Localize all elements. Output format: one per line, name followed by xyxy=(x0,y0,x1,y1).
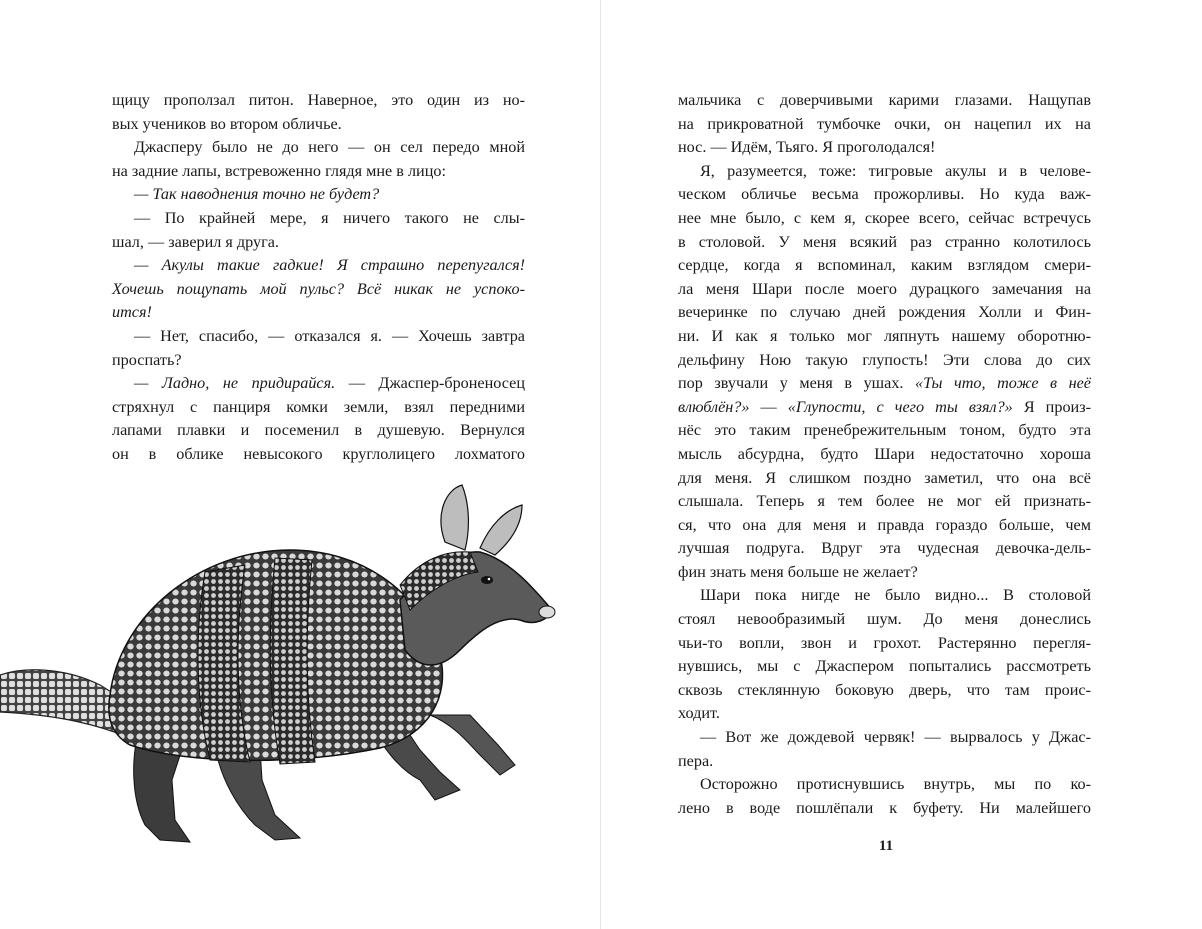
page-gutter xyxy=(600,0,601,929)
right-text-line: — Вот же дождевой червяк! — вырвалось у Джас- xyxy=(700,728,1091,747)
left-text-line: Хочешь пощупать мой пульс? Всё никак не успоко- xyxy=(112,279,525,298)
right-italic-segment: влюблён?» xyxy=(678,397,750,416)
right-text-line: пера. xyxy=(678,751,714,770)
left-page-text xyxy=(112,89,525,467)
right-normal-segment: Я произ- xyxy=(1012,397,1091,416)
left-text-line: — По крайней мере, я ничего такого не слы- xyxy=(134,208,525,227)
right-text-line: сквозь стеклянную боковую дверь, что там проис- xyxy=(678,680,1091,699)
right-normal-segment: пор звучали у меня в ушах. xyxy=(678,374,915,393)
right-text-line: стоял невообразимый шум. До меня донеслись xyxy=(678,610,1091,629)
right-text-line: чьи-то вопли, звон и грохот. Растерянно перегля- xyxy=(678,633,1091,652)
right-text-line: фин знать меня больше не желает? xyxy=(678,562,918,581)
right-text-line: Шари пока нигде не было видно... В столовой xyxy=(700,586,1091,605)
armadillo-illustration xyxy=(0,480,560,880)
right-text-line: для меня. Я слишком поздно заметил, что она всё xyxy=(678,468,1091,487)
right-text-line: нёс это таким пренебрежительным тоном, будто эта xyxy=(678,421,1091,440)
right-text-line: дельфину Ною такую глупость! Эти слова до сих xyxy=(678,350,1091,369)
right-text-line: Осторожно протиснувшись внутрь, мы по ко- xyxy=(700,775,1091,794)
left-text-line: он в облике невысокого круглолицего лохматого xyxy=(112,444,525,463)
left-text-line: на задние лапы, встревоженно глядя мне в лицо: xyxy=(112,161,446,180)
right-text-line: слышала. Теперь я тем более не мог ей признать- xyxy=(678,492,1091,511)
right-text-line: нувшись, мы с Джаспером попытались рассмотреть xyxy=(678,657,1091,676)
right-text-line: ни. И как я только мог ляпнуть нашему оборотню- xyxy=(678,326,1091,345)
left-text-line: лапами плавки и посеменил в душевую. Вернулся xyxy=(112,421,525,440)
left-text-line: ится! xyxy=(112,303,152,322)
right-text-line: ческом обличье весьма прожорливы. Но куда важ- xyxy=(678,185,1091,204)
right-text-line: мысль абсурдна, будто Шари недостаточно хороша xyxy=(678,444,1091,463)
left-text-line: — Нет, спасибо, — отказался я. — Хочешь завтра xyxy=(134,326,525,345)
right-text-line: сердце, когда я вспоминал, каким взглядом смери- xyxy=(678,256,1091,275)
right-text-line: Я, разумеется, тоже: тигровые акулы и в челове- xyxy=(700,161,1091,180)
left-normal-segment: — Джаспер-броненосец xyxy=(335,374,525,393)
right-text-line: на прикроватной тумбочке очки, он нацепил их на xyxy=(678,114,1091,133)
left-text-line: проспать? xyxy=(112,350,182,369)
left-text-line: шал, — заверил я друга. xyxy=(112,232,279,251)
left-text-line: стряхнул с панциря комки земли, взял передними xyxy=(112,397,525,416)
right-text-line: ся, что она для меня и правда гораздо больше, чем xyxy=(678,515,1091,534)
right-text-line xyxy=(678,372,1091,396)
right-text-line: вечеринке по случаю дней рождения Холли и Фин- xyxy=(678,303,1091,322)
right-text-line: лено в воде пошлёпали к буфету. Ни малейшего xyxy=(678,798,1091,817)
right-italic-segment: «Глупости, с чего ты взял?» xyxy=(787,397,1013,416)
right-text-line: нос. — Идём, Тьяго. Я проголодался! xyxy=(678,138,936,157)
right-text-line: лучшая подруга. Вдруг эта чудесная девочка-дель- xyxy=(678,539,1091,558)
right-text-line: ходит. xyxy=(678,704,720,723)
right-page-text xyxy=(678,89,1091,820)
left-text-line: щицу проползал питон. Наверное, это один из но- xyxy=(112,91,525,109)
left-text-line: — Так наводнения точно не будет? xyxy=(134,185,380,204)
right-text-line: нее мне было, с кем я, скорее всего, сейчас встречусь xyxy=(678,208,1091,227)
left-text-line xyxy=(112,372,525,396)
right-normal-segment: — xyxy=(749,397,788,416)
right-text-line xyxy=(678,396,1091,420)
left-text-line: — Акулы такие гадкие! Я страшно перепугался! xyxy=(134,256,525,275)
left-text-line: Джасперу было не до него — он сел передо мной xyxy=(134,138,525,157)
right-text-line: в столовой. У меня всякий раз странно колотилось xyxy=(678,232,1091,251)
page-number: 11 xyxy=(878,838,894,854)
left-italic-segment: — Ладно, не придирайся. xyxy=(134,374,336,393)
left-text-line: вых учеников во втором обличье. xyxy=(112,114,342,133)
right-text-line: ла меня Шари после моего дурацкого замечания на xyxy=(678,279,1091,298)
right-italic-segment: «Ты что, тоже в неё xyxy=(915,374,1091,393)
right-text-line: мальчика с доверчивыми карими глазами. Нащупав xyxy=(678,91,1091,109)
